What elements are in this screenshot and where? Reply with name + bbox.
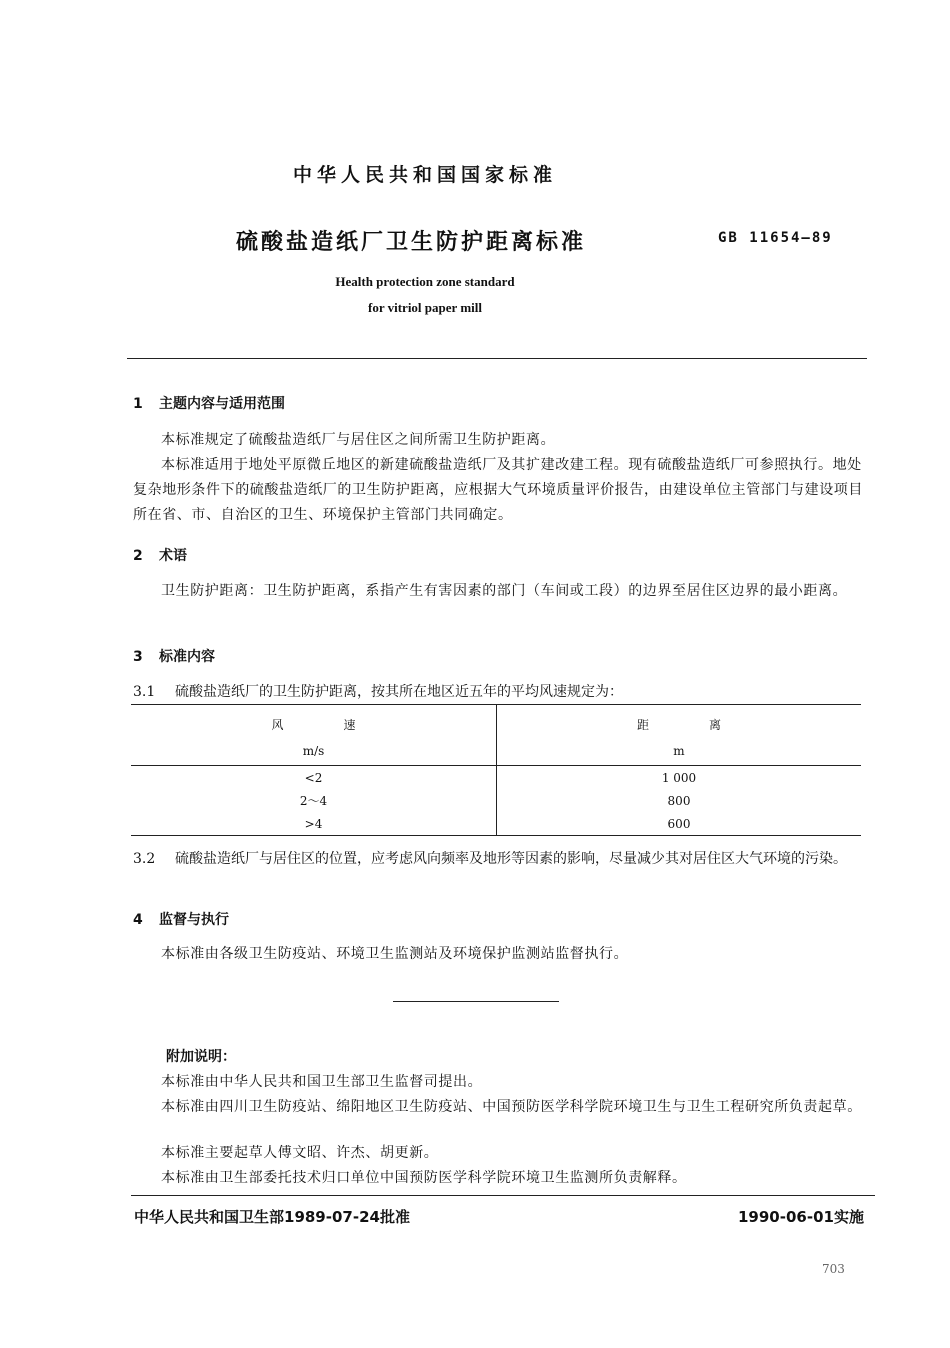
clause-text: 硫酸盐造纸厂与居住区的位置，应考虑风向频率及地形等因素的影响，尽量减少其对居住区大气环境的污染。 bbox=[175, 851, 847, 867]
section-number: 2 bbox=[133, 548, 143, 564]
table-row bbox=[131, 789, 861, 812]
table-cell-distance: 600 bbox=[667, 816, 691, 831]
table-cell-distance: 1 000 bbox=[661, 770, 697, 785]
note-2: 本标准由四川卫生防疫站、绵阳地区卫生防疫站、中国预防医学科学院环境卫生与卫生工程研究所负责起草。 bbox=[161, 1099, 862, 1115]
header-divider bbox=[127, 358, 867, 359]
section-4-paragraph: 本标准由各级卫生防疫站、环境卫生监测站及环境保护监测站监督执行。 bbox=[161, 946, 629, 962]
standard-header: 中华人民共和国国家标准 bbox=[292, 164, 557, 186]
table-row bbox=[131, 766, 861, 790]
section-1-heading bbox=[133, 393, 285, 413]
clause-text: 硫酸盐造纸厂的卫生防护距离，按其所在地区近五年的平均风速规定为： bbox=[175, 684, 623, 700]
section-number: 3 bbox=[133, 649, 143, 665]
table-cell-speed: <2 bbox=[131, 766, 497, 790]
footer-divider bbox=[131, 1195, 875, 1196]
section-1-paragraph-2: 本标准适用于地处平原微丘地区的新建硫酸盐造纸厂及其扩建改建工程。现有硫酸盐造纸厂可参照执行。地处复杂地形条件下的硫酸盐造纸厂的卫生防护距离，应根据大气环境质量评价报告，由建设单位主管部门与建设项目所在省、市、自治区的卫生、环境保护主管部门共同确定。 bbox=[133, 457, 863, 523]
section-title: 监督与执行 bbox=[159, 912, 229, 928]
table-header-distance: 距 离 bbox=[636, 717, 721, 732]
english-title-line2: for vitriol paper mill bbox=[368, 300, 482, 315]
standard-code: GB 11654—89 bbox=[718, 230, 833, 246]
clause-3-2 bbox=[133, 847, 871, 872]
approval-info: 中华人民共和国卫生部1989-07-24批准 bbox=[134, 1208, 410, 1226]
table-header-speed: 风 速 bbox=[131, 705, 497, 737]
table-row bbox=[131, 812, 861, 835]
table-cell-speed: 2～4 bbox=[131, 789, 497, 812]
document-title: 硫酸盐造纸厂卫生防护距离标准 bbox=[236, 230, 587, 255]
clause-3-1 bbox=[133, 681, 623, 701]
note-3: 本标准主要起草人傅文昭、许杰、胡更新。 bbox=[161, 1145, 439, 1161]
note-1: 本标准由中华人民共和国卫生部卫生监督司提出。 bbox=[161, 1074, 483, 1090]
section-number: 1 bbox=[133, 396, 143, 412]
section-title: 主题内容与适用范围 bbox=[159, 396, 285, 412]
short-divider bbox=[393, 1001, 559, 1002]
section-1-paragraph-1: 本标准规定了硫酸盐造纸厂与居住区之间所需卫生防护距离。 bbox=[161, 432, 556, 448]
table-unit-distance: m bbox=[497, 737, 862, 766]
section-2-paragraph: 卫生防护距离：卫生防护距离，系指产生有害因素的部门（车间或工段）的边界至居住区边界的最小距离。 bbox=[161, 583, 848, 599]
page-number: 703 bbox=[822, 1262, 845, 1276]
note-4: 本标准由卫生部委托技术归口单位中国预防医学科学院环境卫生监测所负责解释。 bbox=[161, 1170, 687, 1186]
section-title: 术语 bbox=[159, 548, 187, 564]
clause-number: 3.2 bbox=[133, 851, 156, 867]
section-title: 标准内容 bbox=[159, 649, 215, 665]
effective-date: 1990-06-01实施 bbox=[738, 1208, 864, 1226]
section-3-heading bbox=[133, 646, 215, 666]
clause-number: 3.1 bbox=[133, 684, 156, 700]
section-4-heading bbox=[133, 909, 229, 929]
section-2-heading bbox=[133, 545, 187, 565]
table-unit-speed: m/s bbox=[131, 737, 497, 766]
table-cell-speed: >4 bbox=[131, 812, 497, 835]
section-number: 4 bbox=[133, 912, 143, 928]
notes-title: 附加说明： bbox=[166, 1049, 236, 1065]
english-title-line1: Health protection zone standard bbox=[335, 274, 515, 289]
distance-table bbox=[131, 704, 861, 836]
table-cell-distance: 800 bbox=[667, 793, 691, 808]
